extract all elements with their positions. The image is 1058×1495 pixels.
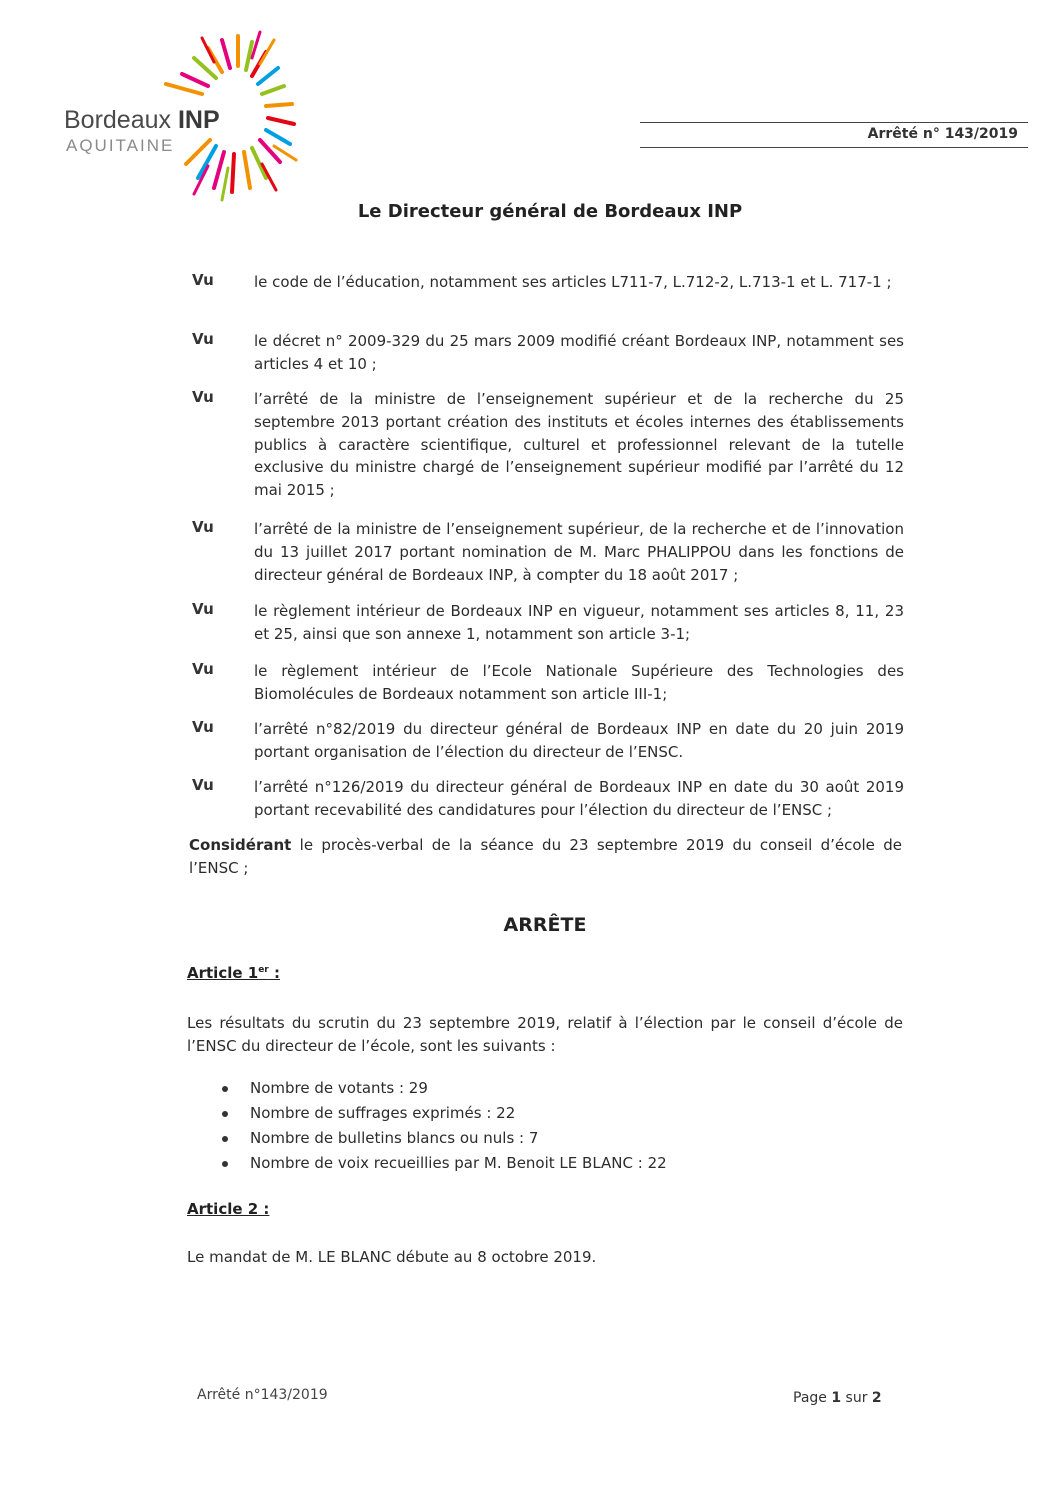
vu-text: le code de l’éducation, notamment ses articles L711-7, L.712-2, L.713-1 et L. 717-1 ; xyxy=(254,273,892,291)
vu-label: Vu xyxy=(192,518,214,536)
bullet-icon xyxy=(222,1136,228,1142)
article-2-title: Article 2 : xyxy=(187,1200,270,1218)
article-1-title: Article 1er : xyxy=(187,964,280,982)
bullet-icon xyxy=(222,1086,228,1092)
vu-text: l’arrêté de la ministre de l’enseignement supérieur, de la recherche et de l’innovation du 13 juillet 2017 portant nomination de M. Marc PHALIPPOU dans les fonctions de directeur général de Bordeaux INP, à compter du 18 août 2017 ; xyxy=(254,520,904,584)
reference-top-rule xyxy=(640,122,1028,123)
article-2-text: Le mandat de M. LE BLANC débute au 8 octobre 2019. xyxy=(187,1248,597,1266)
considerant-paragraph xyxy=(189,834,902,880)
vu-label: Vu xyxy=(192,271,214,289)
article-1-intro: Les résultats du scrutin du 23 septembre 2019, relatif à l’élection par le conseil d’école de l’ENSC du directeur de l’école, sont les suivants : xyxy=(187,1014,903,1055)
logo-name: Bordeaux INP xyxy=(64,106,220,134)
vu-text: le décret n° 2009-329 du 25 mars 2009 modifié créant Bordeaux INP, notamment ses articles 4 et 10 ; xyxy=(254,332,904,373)
vu-label: Vu xyxy=(192,776,214,794)
vu-label: Vu xyxy=(192,330,214,348)
document-heading: Le Directeur général de Bordeaux INP xyxy=(357,201,743,222)
decree-reference: Arrêté n° 143/2019 xyxy=(867,126,1018,142)
considerant-text: le procès-verbal de la séance du 23 septembre 2019 du conseil d’école de l’ENSC ; xyxy=(189,836,902,877)
vu-text: le règlement intérieur de l’Ecole Nationale Supérieure des Technologies des Biomolécules de Bordeaux notamment son article III-1; xyxy=(254,662,904,703)
vu-label: Vu xyxy=(192,660,214,678)
vu-text: l’arrêté n°82/2019 du directeur général de Bordeaux INP en date du 20 juin 2019 portant organisation de l’élection du directeur de l’ENSC. xyxy=(254,720,904,761)
vu-label: Vu xyxy=(192,600,214,618)
bordeaux-inp-logo xyxy=(62,28,312,208)
footer-reference: Arrêté n°143/2019 xyxy=(197,1387,328,1403)
bullet-icon xyxy=(222,1111,228,1117)
vu-text: l’arrêté n°126/2019 du directeur général de Bordeaux INP en date du 30 août 2019 portant recevabilité des candidatures pour l’élection du directeur de l’ENSC ; xyxy=(254,778,904,819)
vu-label: Vu xyxy=(192,718,214,736)
vu-text: l’arrêté de la ministre de l’enseignement supérieur et de la recherche du 25 septembre 2013 portant création des instituts et écoles internes des établissements publics à caractère scientifique, culturel et professionnel relevant de la tutelle exclusive du ministre chargé de l’enseignement supérieur modifié par l’arrêté du 12 mai 2015 ; xyxy=(254,390,904,500)
vu-label: Vu xyxy=(192,388,214,406)
vu-text: le règlement intérieur de Bordeaux INP en vigueur, notamment ses articles 8, 11, 23 et 25, ainsi que son annexe 1, notamment son article 3-1; xyxy=(254,602,904,643)
bullet-icon xyxy=(222,1161,228,1167)
considerant-label: Considérant xyxy=(189,836,292,854)
arrete-title: ARRÊTE xyxy=(503,914,587,936)
reference-bottom-rule xyxy=(640,147,1028,148)
logo-subtitle: AQUITAINE xyxy=(66,136,175,155)
page-number: Page 1 sur 2 xyxy=(793,1390,882,1406)
